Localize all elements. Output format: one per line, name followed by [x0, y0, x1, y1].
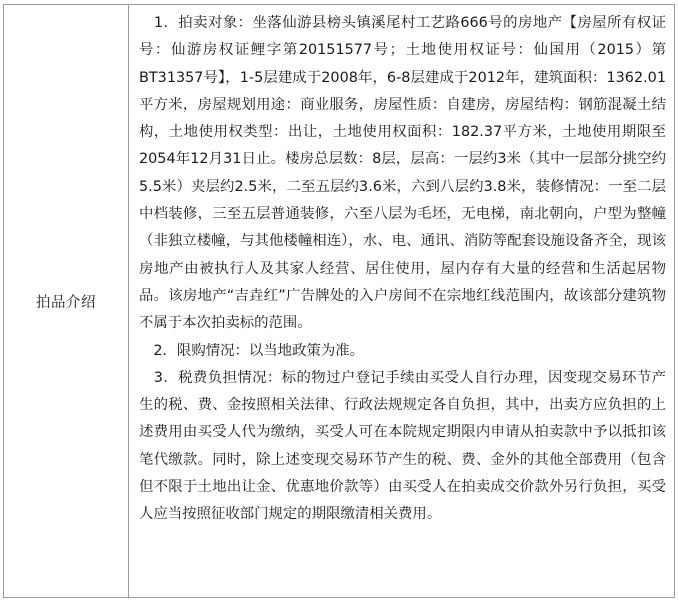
paragraph-tax-burden: 3．税费负担情况：标的物过户登记手续由买受人自行办理，因变现交易环节产生的税、费、金按照相关法律、行政法规规定各自负担，其中，出卖方应负担的上述费用由买受人代为缴纳，买受人可在本院规定期限内申请从拍卖款中予以抵扣该笔代缴款。同时，除上述变现交易环节产生的税、费、金外的其他全部费用（包含但不限于土地出让金、优惠地价款等）由买受人在拍卖成交价款外另行负担，买受人应当按照征收部门规定的期限缴清相关费用。	[139, 369, 666, 523]
item-intro-content-cell	[129, 5, 674, 597]
paragraph-auction-object: 1．拍卖对象：坐落仙游县榜头镇溪尾村工艺路666号的房地产【房屋所有权证号：仙游房权证鲤字第20151577号；土地使用权证号：仙国用（2015）第BT31357号】，1-5层建成于2008年，6-8层建成于2012年，建筑面积：1362.01平方米，房屋规划用途：商业服务，房屋性质：自建房，房屋结构：钢筋混凝土结构，土地使用权类型：出让，土地使用权面积：182.37平方米，土地使用期限至2054年12月31日止。楼房总层数：8层，层高：一层约3米（其中一层部分挑空约5.5米）夹层约2.5米，二至五层约3.6米，六到八层约3.8米，装修情况：一至二层中档装修，三至五层普通装修，六至八层为毛坯，无电梯，南北朝向，户型为整幢（非独立楼幢，与其他楼幢相连），水、电、通讯、消防等配套设施设备齐全，现该房地产由被执行人及其家人经营、居住使用，屋内存有大量的经营和生活起居物品。该房地产“吉垚红”广告牌处的入户房间不在宗地红线范围内，故该部分建筑物不属于本次拍卖标的范围。	[139, 15, 666, 332]
auction-info-table	[3, 4, 675, 598]
paragraph-purchase-restriction: 2．限购情况：以当地政策为准。	[139, 342, 365, 359]
item-intro-label-cell	[4, 5, 129, 597]
item-intro-label: 拍品介绍	[36, 294, 96, 311]
